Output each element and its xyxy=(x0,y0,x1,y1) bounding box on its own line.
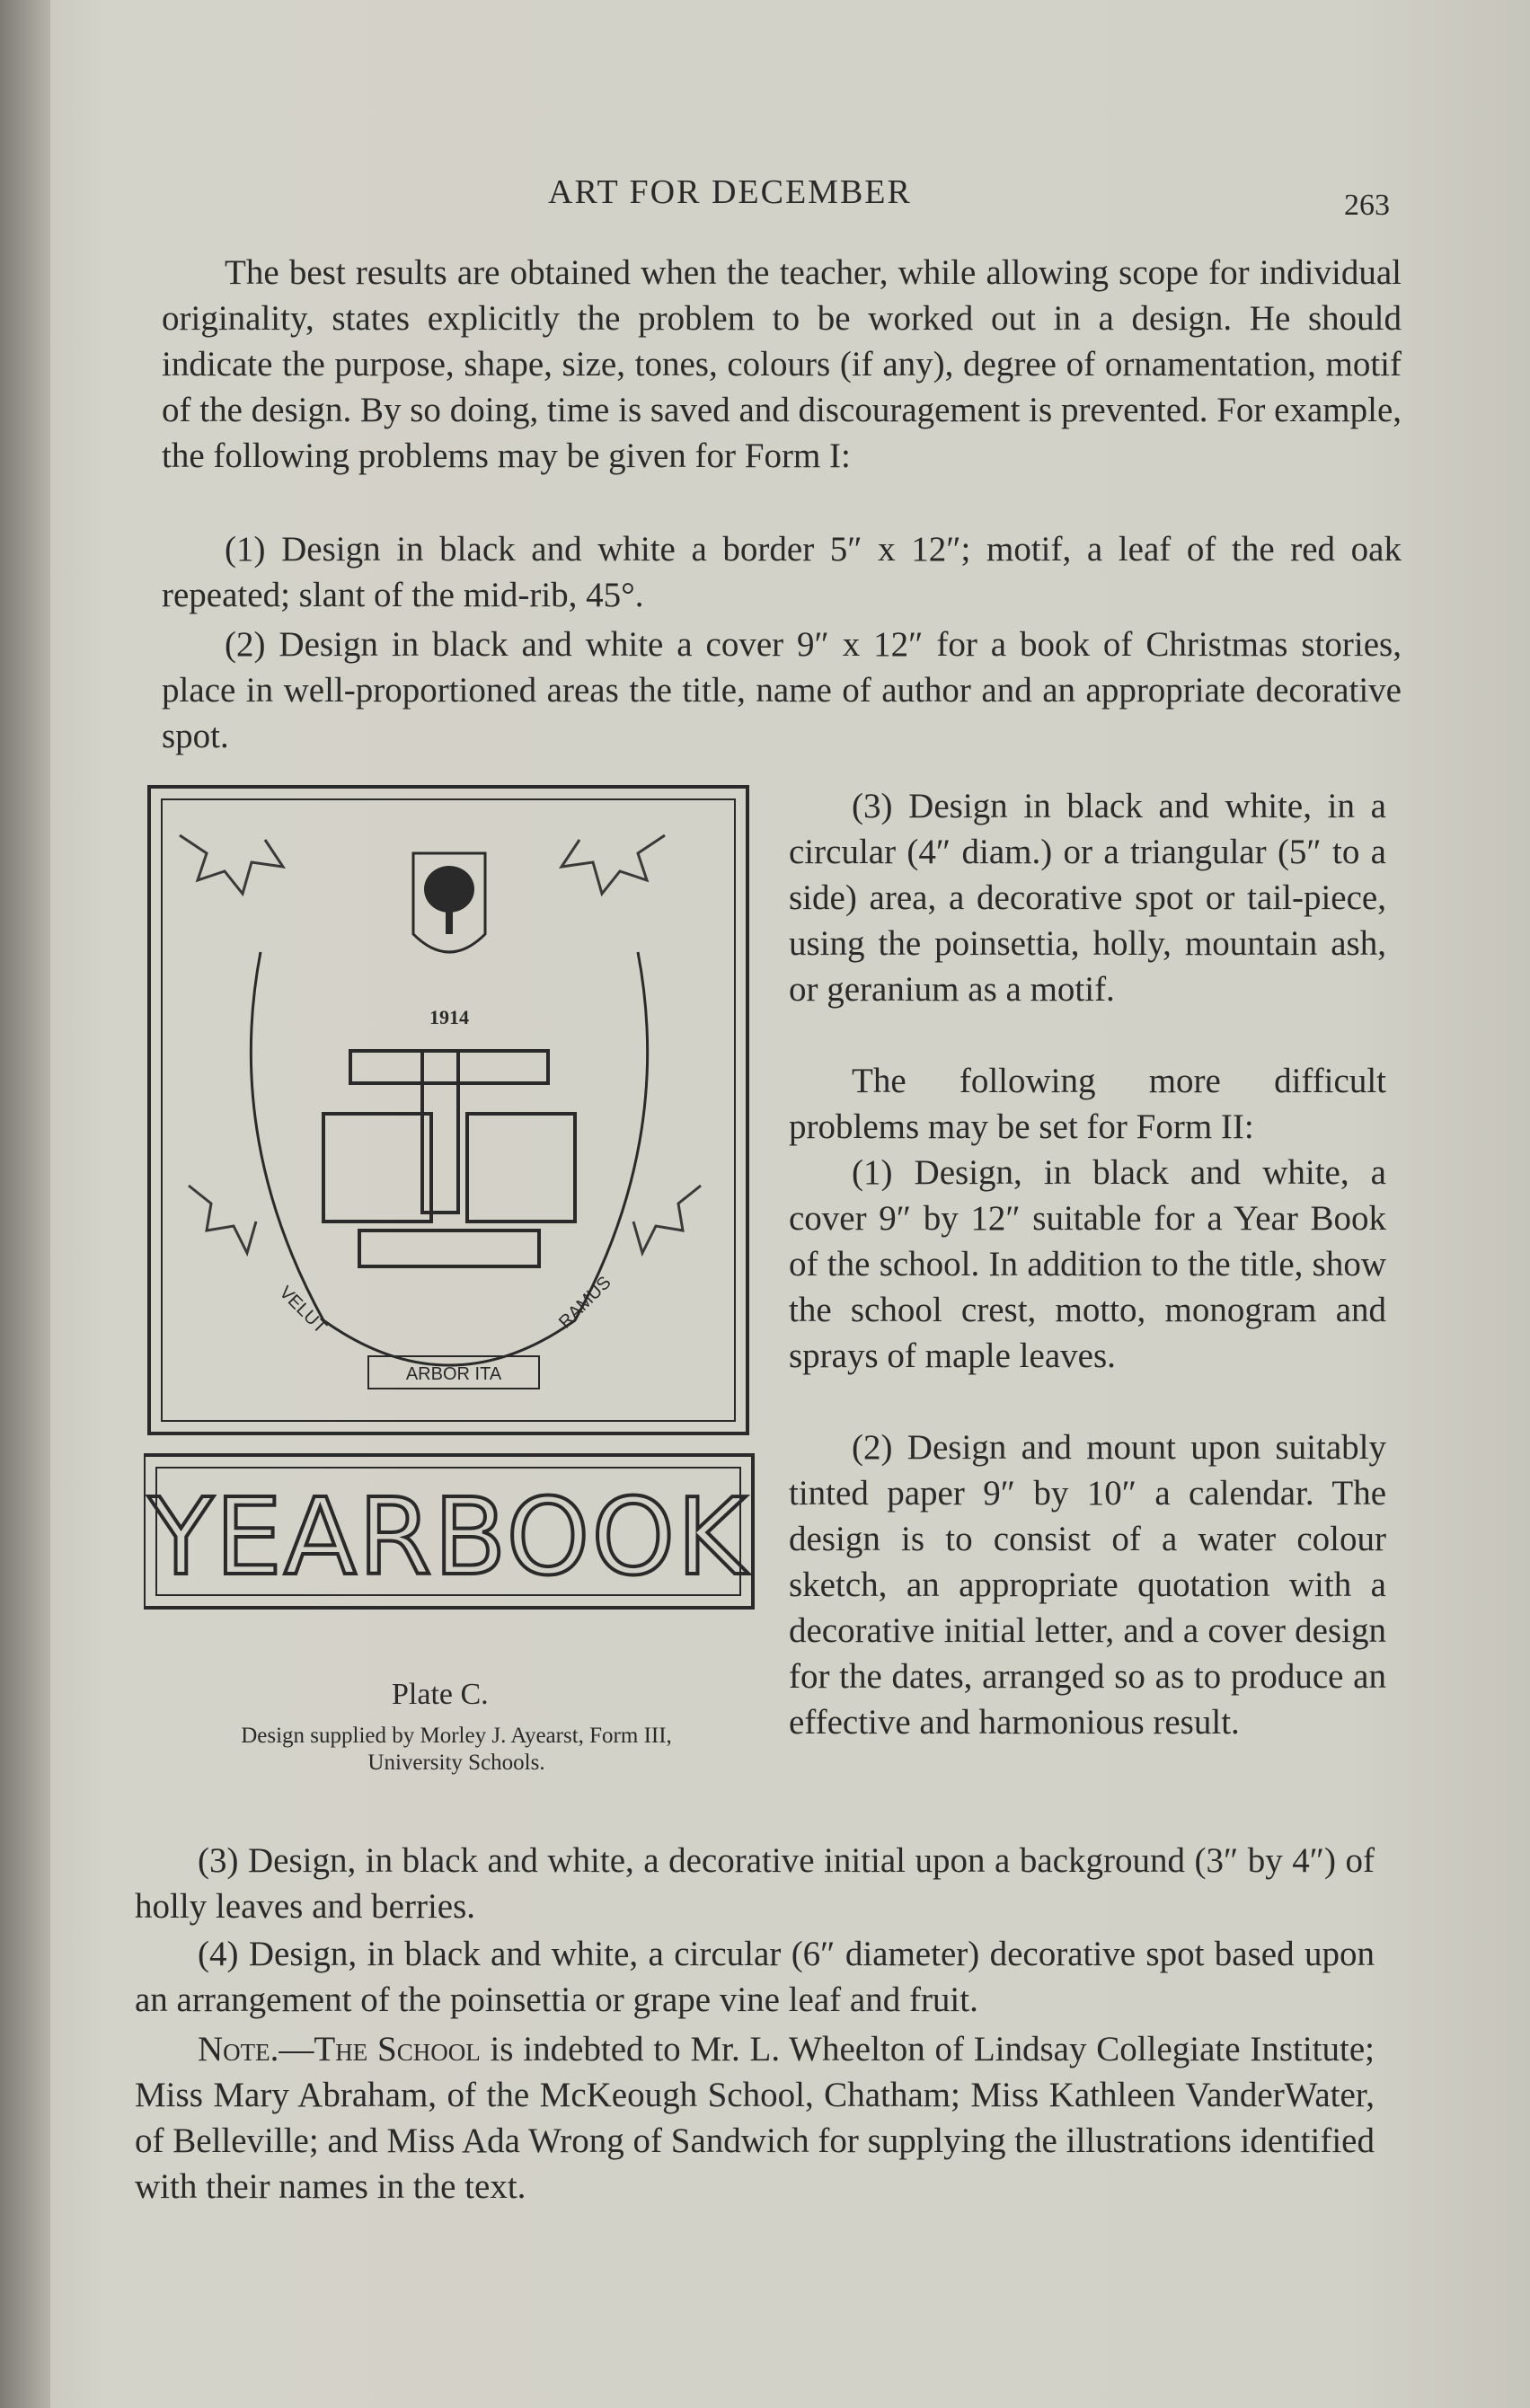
yearbook-banner: YEARBOOK xyxy=(148,1475,748,1599)
intro-paragraph: The best results are obtained when the teacher, while allowing scope for individual originality, states explicitly the problem to be worked out in a design. He should indicate the purpose, shape, size, tones, colours (if any), degree of ornamentation, motif of the design. By so doing, time is saved and discouragement is prevented. For example, the following problems may be given for Form I: xyxy=(162,253,1402,475)
note-lead: Note.—The School xyxy=(198,2030,481,2068)
form2-problem-3: (3) Design, in black and white, a decorative initial upon a background (3″ by 4″) of holly leaves and berries. xyxy=(135,1841,1375,1926)
plate-caption-credit: Design supplied by Morley J. Ayearst, Form III, University Schools. xyxy=(241,1724,672,1775)
note-paragraph xyxy=(135,2026,1375,2210)
form2-intro: The following more difficult problems may be set for Form II: xyxy=(789,1062,1386,1146)
plate-c-illustration xyxy=(144,781,764,1760)
note-text: is indebted to Mr. L. Wheelton of Lindsay Collegiate Institute; Miss Mary Abraham, of the McKeough School, Chatham; Miss Kathleen VanderWater, of Belleville; and Miss Ada Wrong of Sandwich for supplying the illustrations identified with their names in the text. xyxy=(135,2030,1375,2206)
motto-right: RAMUS xyxy=(554,1272,615,1333)
form2-problem-1: (1) Design, in black and white, a cover 9″ by 12″ suitable for a Year Book of the school. In addition to the title, show the school crest, motto, monogram and sprays of maple leaves. xyxy=(789,1153,1386,1375)
form1-problem-2: (2) Design in black and white a cover 9″ x 12″ for a book of Christmas stories, place in well-proportioned areas the title, name of author and an appropriate decorative spot. xyxy=(162,625,1402,755)
plate-caption-title: Plate C. xyxy=(392,1678,489,1711)
running-header: ART FOR DECEMBER xyxy=(548,173,912,211)
form2-problem-2: (2) Design and mount upon suitably tinted paper 9″ by 10″ a calendar. The design is to consist of a water colour sketch, an appropriate quotation with a decorative initial letter, and a cover design for the dates, arranged so as to produce an effective and harmonious result. xyxy=(789,1428,1386,1742)
form1-problem-1: (1) Design in black and white a border 5″ x 12″; motif, a leaf of the red oak repeated; slant of the mid-rib, 45°. xyxy=(162,530,1402,614)
book-spine-shadow xyxy=(0,0,50,2408)
plate-year: 1914 xyxy=(429,1006,469,1028)
tree-icon xyxy=(424,866,474,913)
page-number: 263 xyxy=(1344,189,1390,222)
uts-monogram xyxy=(323,1051,575,1266)
form2-problem-4: (4) Design, in black and white, a circular (6″ diameter) decorative spot based upon an arrangement of the poinsettia or grape vine leaf and fruit. xyxy=(135,1935,1375,2019)
form1-problem-3: (3) Design in black and white, in a circular (4″ diam.) or a triangular (5″ to a side) area, a decorative spot or tail-piece, using the poinsettia, holly, mountain ash, or geranium as a motif. xyxy=(789,787,1386,1009)
motto-bottom: ARBOR ITA xyxy=(405,1364,502,1384)
motto-left: VELUT xyxy=(275,1282,331,1338)
